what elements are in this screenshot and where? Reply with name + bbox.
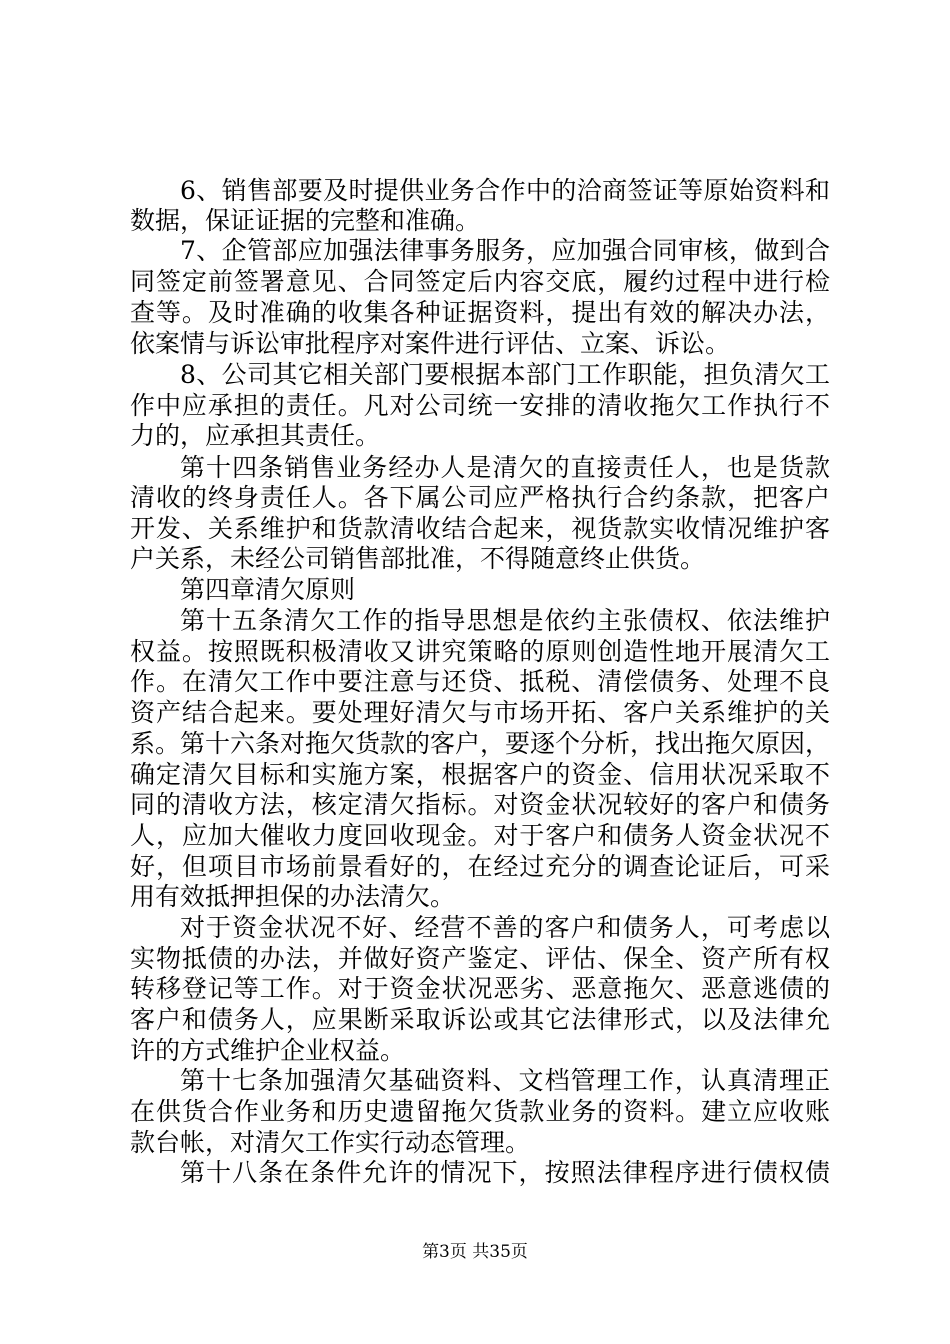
paragraph-line: 对于资金状况不好、经营不善的客户和债务人，可考虑以 bbox=[180, 913, 830, 942]
paragraph-line: 第十四条销售业务经办人是清欠的直接责任人，也是货款 bbox=[180, 453, 830, 482]
paragraph-line: 确定清欠目标和实施方案，根据客户的资金、信用状况采取不 bbox=[130, 760, 830, 789]
paragraph-line: 在供货合作业务和历史遗留拖欠货款业务的资料。建立应收账 bbox=[130, 1097, 830, 1126]
paragraph-line: 第十八条在条件允许的情况下，按照法律程序进行债权债 bbox=[180, 1158, 830, 1187]
paragraph-line: 客户和债务人，应果断采取诉讼或其它法律形式，以及法律允 bbox=[130, 1005, 830, 1034]
paragraph-line: 查等。及时准确的收集各种证据资料，提出有效的解决办法， bbox=[130, 298, 830, 327]
paragraph-line: 好，但项目市场前景看好的，在经过充分的调查论证后，可采 bbox=[130, 852, 830, 881]
paragraph-line: 同签定前签署意见、合同签定后内容交底，履约过程中进行检 bbox=[130, 267, 830, 296]
paragraph-line: 户关系，未经公司销售部批准，不得随意终止供货。 bbox=[130, 544, 706, 573]
paragraph-line: 开发、关系维护和货款清收结合起来，视货款实收情况维护客 bbox=[130, 514, 830, 543]
paragraph-line: 清收的终身责任人。各下属公司应严格执行合约条款，把客户 bbox=[130, 483, 830, 512]
paragraph-line: 用有效抵押担保的办法清欠。 bbox=[130, 882, 456, 911]
paragraph-line: 8、公司其它相关部门要根据本部门工作职能，担负清欠工 bbox=[180, 360, 830, 389]
paragraph-line: 实物抵债的办法，并做好资产鉴定、评估、保全、资产所有权 bbox=[130, 944, 830, 973]
paragraph-line: 7、企管部应加强法律事务服务，应加强合同审核，做到合 bbox=[180, 236, 830, 265]
paragraph-line: 款台帐，对清欠工作实行动态管理。 bbox=[130, 1128, 531, 1157]
paragraph-line: 力的，应承担其责任。 bbox=[130, 421, 381, 450]
paragraph-line: 许的方式维护企业权益。 bbox=[130, 1036, 406, 1065]
paragraph-line: 权益。按照既积极清收又讲究策略的原则创造性地开展清欠工 bbox=[130, 637, 830, 666]
paragraph-line: 作。在清欠工作中要注意与还贷、抵税、清偿债务、处理不良 bbox=[130, 667, 830, 696]
paragraph-line: 转移登记等工作。对于资金状况恶劣、恶意拖欠、恶意逃债的 bbox=[130, 974, 830, 1003]
paragraph-line: 第十五条清欠工作的指导思想是依约主张债权、依法维护 bbox=[180, 606, 830, 635]
paragraph-line: 6、销售部要及时提供业务合作中的洽商签证等原始资料和 bbox=[180, 176, 830, 205]
paragraph-line: 人，应加大催收力度回收现金。对于客户和债务人资金状况不 bbox=[130, 821, 830, 850]
paragraph-line: 资产结合起来。要处理好清欠与市场开拓、客户关系维护的关 bbox=[130, 698, 830, 727]
paragraph-line: 第十七条加强清欠基础资料、文档管理工作，认真清理正 bbox=[180, 1066, 830, 1095]
paragraph-line: 同的清收方法，核定清欠指标。对资金状况较好的客户和债务 bbox=[130, 790, 830, 819]
paragraph-line: 作中应承担的责任。凡对公司统一安排的清收拖欠工作执行不 bbox=[130, 391, 830, 420]
page-number-footer: 第3页 共35页 bbox=[422, 1242, 528, 1262]
paragraph-line: 依案情与诉讼审批程序对案件进行评估、立案、诉讼。 bbox=[130, 329, 731, 358]
chapter-heading: 第四章清欠原则 bbox=[180, 575, 356, 604]
paragraph-line: 数据，保证证据的完整和准确。 bbox=[130, 206, 481, 235]
paragraph-line: 系。第十六条对拖欠货款的客户，要逐个分析，找出拖欠原因， bbox=[130, 729, 830, 758]
